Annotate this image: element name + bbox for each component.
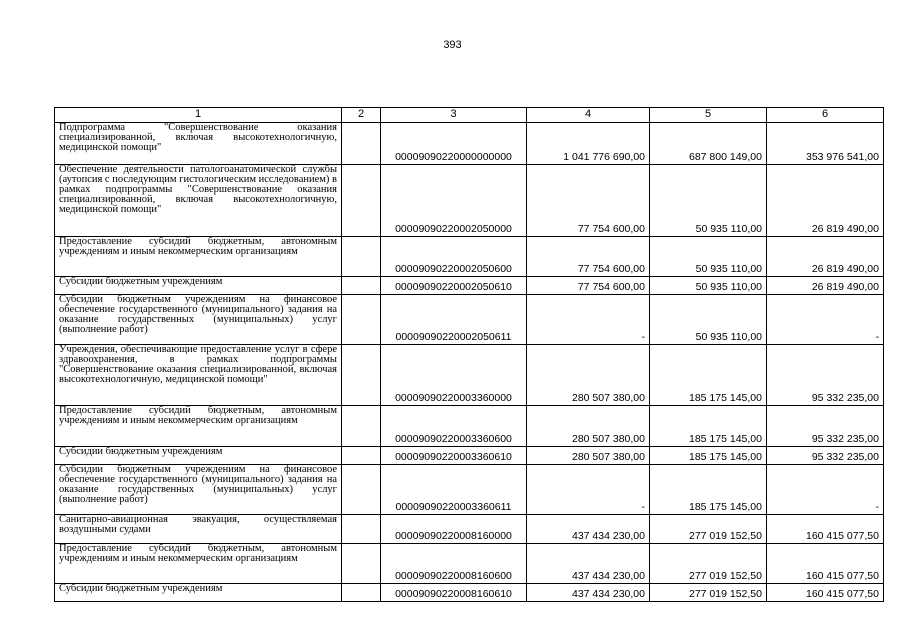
row-value-4: 77 754 600,00 — [527, 237, 650, 277]
row-value-4: - — [527, 295, 650, 345]
row-value-6: 26 819 490,00 — [767, 277, 884, 295]
row-code: 00009090220003360611 — [381, 465, 527, 515]
row-value-6: 26 819 490,00 — [767, 165, 884, 237]
row-value-5: 185 175 145,00 — [650, 447, 767, 465]
row-value-4: 437 434 230,00 — [527, 584, 650, 602]
row-value-6: 160 415 077,50 — [767, 544, 884, 584]
table-row — [55, 277, 884, 295]
table-row — [55, 237, 884, 277]
row-value-5: 277 019 152,50 — [650, 544, 767, 584]
row-code: 00009090220008160000 — [381, 515, 527, 544]
table-header-row — [55, 108, 884, 123]
row-name: Субсидии бюджетным учреждениям на финансовое обеспечение государственного (муниципального) задания на оказание государственных (муниципальных) услуг (выполнение работ) — [55, 465, 342, 515]
table-row — [55, 295, 884, 345]
row-col2 — [342, 465, 381, 515]
row-col2 — [342, 406, 381, 447]
column-header-1: 1 — [55, 108, 342, 123]
row-name: Субсидии бюджетным учреждениям на финансовое обеспечение государственного (муниципального) задания на оказание государственных (муниципальных) услуг (выполнение работ) — [55, 295, 342, 345]
row-value-5: 50 935 110,00 — [650, 277, 767, 295]
page-number: 393 — [443, 39, 462, 51]
table-row — [55, 544, 884, 584]
row-col2 — [342, 544, 381, 584]
budget-table — [54, 107, 884, 602]
table-row — [55, 406, 884, 447]
table-row — [55, 123, 884, 165]
row-code: 00009090220002050611 — [381, 295, 527, 345]
row-name: Санитарно-авиационная эвакуация, осуществляемая воздушными судами — [55, 515, 342, 544]
row-code: 00009090220000000000 — [381, 123, 527, 165]
row-name: Подпрограмма "Совершенствование оказания специализированной, включая высокотехнологичную, медицинской помощи" — [55, 123, 342, 165]
row-value-5: 50 935 110,00 — [650, 237, 767, 277]
row-value-5: 185 175 145,00 — [650, 345, 767, 406]
column-header-5: 5 — [650, 108, 767, 123]
row-name: Субсидии бюджетным учреждениям — [55, 584, 342, 602]
row-value-4: 280 507 380,00 — [527, 345, 650, 406]
row-value-6: - — [767, 295, 884, 345]
row-value-4: 280 507 380,00 — [527, 447, 650, 465]
row-code: 00009090220003360610 — [381, 447, 527, 465]
row-name: Субсидии бюджетным учреждениям — [55, 277, 342, 295]
row-code: 00009090220003360600 — [381, 406, 527, 447]
row-col2 — [342, 165, 381, 237]
row-col2 — [342, 515, 381, 544]
row-value-6: 95 332 235,00 — [767, 447, 884, 465]
column-header-4: 4 — [527, 108, 650, 123]
row-value-6: 26 819 490,00 — [767, 237, 884, 277]
table-row — [55, 447, 884, 465]
row-col2 — [342, 295, 381, 345]
table-row — [55, 515, 884, 544]
row-value-6: 95 332 235,00 — [767, 345, 884, 406]
row-name: Предоставление субсидий бюджетным, автономным учреждениям и иным некоммерческим организациям — [55, 544, 342, 584]
row-code: 00009090220002050610 — [381, 277, 527, 295]
column-header-6: 6 — [767, 108, 884, 123]
row-value-5: 277 019 152,50 — [650, 584, 767, 602]
row-value-5: 50 935 110,00 — [650, 165, 767, 237]
row-code: 00009090220008160600 — [381, 544, 527, 584]
row-value-5: 50 935 110,00 — [650, 295, 767, 345]
row-code: 00009090220002050600 — [381, 237, 527, 277]
table-row — [55, 165, 884, 237]
row-name: Обеспечение деятельности патологоанатомической службы (аутопсия с последующим гистологическим исследованием) в рамках подпрограммы "Совершенствование оказания специализированной, включая высокотехнологичную, медицинской помощи" — [55, 165, 342, 237]
row-value-6: 353 976 541,00 — [767, 123, 884, 165]
row-code: 00009090220008160610 — [381, 584, 527, 602]
row-value-4: - — [527, 465, 650, 515]
row-value-4: 77 754 600,00 — [527, 165, 650, 237]
row-code: 00009090220002050000 — [381, 165, 527, 237]
column-header-3: 3 — [381, 108, 527, 123]
row-value-5: 687 800 149,00 — [650, 123, 767, 165]
row-value-5: 277 019 152,50 — [650, 515, 767, 544]
row-value-6: 160 415 077,50 — [767, 584, 884, 602]
table-row — [55, 465, 884, 515]
row-value-4: 437 434 230,00 — [527, 515, 650, 544]
row-value-6: 95 332 235,00 — [767, 406, 884, 447]
table-row — [55, 584, 884, 602]
row-code: 00009090220003360000 — [381, 345, 527, 406]
row-name: Предоставление субсидий бюджетным, автономным учреждениям и иным некоммерческим организациям — [55, 406, 342, 447]
column-header-2: 2 — [342, 108, 381, 123]
row-value-4: 280 507 380,00 — [527, 406, 650, 447]
row-value-5: 185 175 145,00 — [650, 406, 767, 447]
row-value-4: 1 041 776 690,00 — [527, 123, 650, 165]
row-value-6: - — [767, 465, 884, 515]
row-name: Учреждения, обеспечивающие предоставление услуг в сфере здравоохранения, в рамках подпрограммы "Совершенствование оказания специализированной, включая высокотехнологичную, медицинской помощи" — [55, 345, 342, 406]
row-value-5: 185 175 145,00 — [650, 465, 767, 515]
row-name: Предоставление субсидий бюджетным, автономным учреждениям и иным некоммерческим организациям — [55, 237, 342, 277]
row-value-4: 77 754 600,00 — [527, 277, 650, 295]
row-col2 — [342, 123, 381, 165]
row-col2 — [342, 447, 381, 465]
row-col2 — [342, 277, 381, 295]
table-row — [55, 345, 884, 406]
row-value-4: 437 434 230,00 — [527, 544, 650, 584]
row-col2 — [342, 345, 381, 406]
row-value-6: 160 415 077,50 — [767, 515, 884, 544]
row-name: Субсидии бюджетным учреждениям — [55, 447, 342, 465]
row-col2 — [342, 584, 381, 602]
row-col2 — [342, 237, 381, 277]
